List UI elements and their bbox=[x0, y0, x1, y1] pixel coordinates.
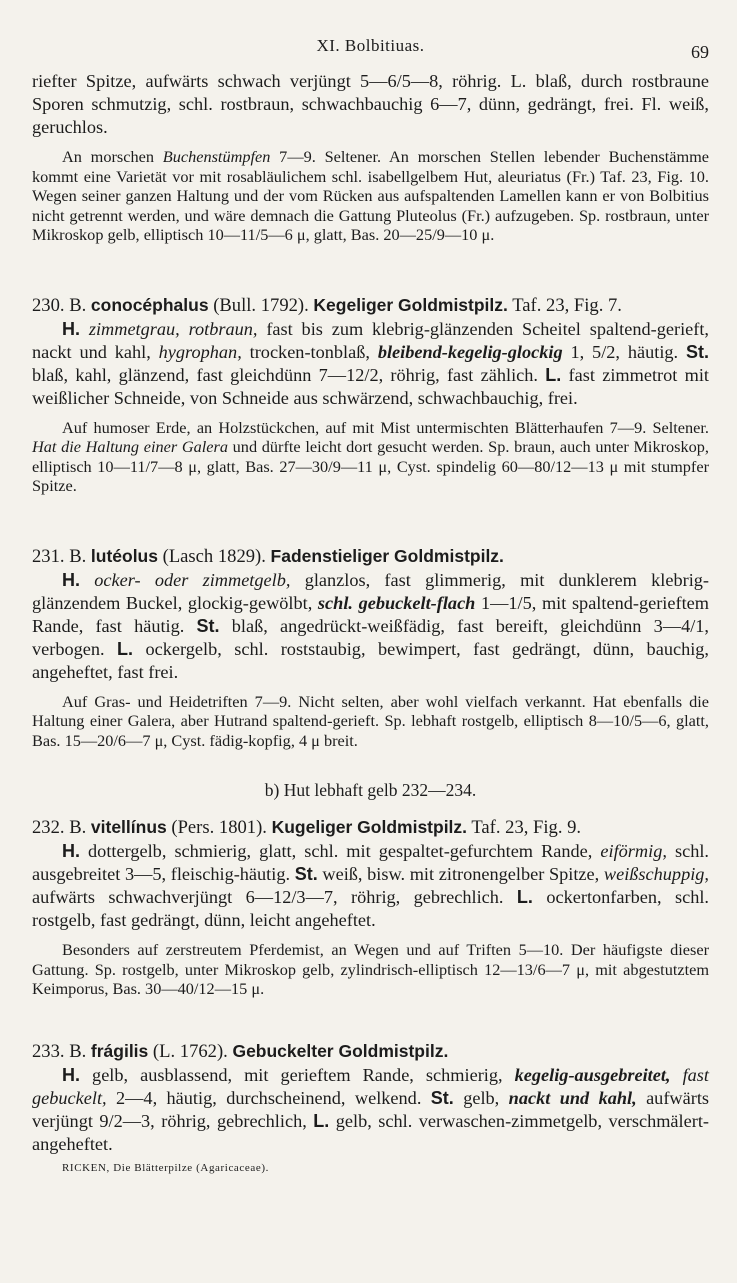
text-run: glanzlos, fast glimmerig, mit dunklerem klebrig-glänzendem Buckel, glockig-gewölbt, bbox=[32, 569, 709, 613]
text-run: 1, 5/2, häutig. bbox=[562, 341, 686, 362]
emphasis-text: bleibend-kegelig-glockig bbox=[377, 341, 563, 362]
species-description bbox=[32, 569, 709, 684]
section-subheading: b) Hut lebhaft gelb 232—234. bbox=[264, 780, 477, 800]
text-run: dottergelb, schmierig, glatt, schl. mit gespaltet-gefurchtem Rande, bbox=[80, 841, 601, 861]
text-run: ockertonfarben, schl. rostgelb, fast gedrängt, dünn, leicht angeheftet. bbox=[32, 887, 709, 930]
text-run: Auf humoser Erde, an Holzstückchen, auf mit Mist untermischten Blätterhaufen 7—9. Seltener. bbox=[62, 417, 709, 437]
field-marker: L. bbox=[516, 887, 533, 907]
italic-text: zimmetgrau, rotbraun, bbox=[88, 318, 258, 339]
species-note bbox=[32, 418, 709, 496]
italic-text: hygrophan, bbox=[158, 341, 242, 362]
text-run: blaß, kahl, glänzend, fast gleichdünn 7—12/2, röhrig, fast zählich. bbox=[32, 364, 546, 385]
field-marker: St. bbox=[430, 1087, 454, 1108]
text-run: Auf Gras- und Heidetriften 7—9. Nicht selten, aber wohl vielfach verkannt. Hat ebenfalls die Haltung einer Galera, aber Hutrand spaltend-gerieft. Sp. lebhaft rostgelb, elliptisch 8—10/5—6, glatt, Bas. 15—20/6—7 μ, Cyst. fädig-kopfig, 4 μ breit. bbox=[32, 691, 709, 750]
field-marker: St. bbox=[294, 864, 318, 884]
text-run: Besonders auf zerstreutem Pferdemist, an Wegen und auf Triften 5—10. Der häufigste dieser Gattung. Sp. rostgelb, unter Mikroskop gelb, zylindrisch-elliptisch 12—13/6—7 μ, mit abgestutztem Keimporus, Bas. 30—40/12—15 μ. bbox=[32, 940, 709, 998]
field-marker: H. bbox=[62, 318, 80, 339]
italic-text: fast gebuckelt, bbox=[32, 1064, 709, 1108]
intro-paragraph: riefter Spitze, aufwärts schwach verjüngt 5—6/5—8, röhrig. L. blaß, durch rostbraune Sporen schmutzig, schl. rostbraun, schwachbauchig 6—7, dünn, gedrängt, frei. Fl. weiß, geruchlos. bbox=[32, 71, 709, 137]
text-run: gelb, ausblassend, mit gerieftem Rande, schmierig, bbox=[80, 1064, 515, 1085]
species-description bbox=[32, 318, 709, 410]
emphasis-text: nackt und kahl, bbox=[508, 1087, 637, 1108]
italic-text: ocker- oder zimmetgelb, bbox=[94, 569, 291, 590]
text-run: 1—1/5, mit spaltend-gerieftem Rande, fast häutig. bbox=[32, 592, 709, 636]
text-run: aufwärts schwachverjüngt 6—12/3—7, röhrig, gebrechlich. bbox=[32, 887, 517, 907]
text-run: blaß, angedrückt-weißfädig, fast bereift, gleichdünn 3—4/1, verbogen. bbox=[32, 615, 709, 659]
text-run: ockergelb, schl. roststaubig, bewimpert, fast gedrängt, dünn, bauchig, angeheftet, fast frei. bbox=[32, 638, 709, 682]
chapter-title: XI. Bolbitiuas. bbox=[316, 36, 425, 55]
species-description bbox=[32, 840, 709, 932]
text-run: aufwärts verjüngt 9/2—3, röhrig, gebrechlich, bbox=[32, 1087, 710, 1131]
text-run: trocken-tonblaß, bbox=[241, 341, 378, 362]
species-heading: 231. B. lutéolus (Lasch 1829). Fadenstieliger Goldmistpilz. bbox=[32, 545, 504, 567]
emphasis-text: kegelig-ausgebreitet, bbox=[514, 1064, 671, 1085]
field-marker: L. bbox=[117, 638, 134, 659]
intro-note: An morschen Buchenstümpfen 7—9. Seltener. An morschen Stellen lebender Buchenstämme kommt eine Varietät vor mit rosabläulichem schl. isabellgelbem Hut, aleuriatus (Fr.) Taf. 23, Fig. 10. Wegen seiner ganzen Haltung und der vom Rücken aus aufspaltenden Lamellen kann er von Bolbitius nicht getrennt werden, und wäre demnach die Gattung Pluteolus (Fr.) aufzugeben. Sp. rostbraun, unter Mikroskop gelb, elliptisch 10—11/5—6 μ, glatt, Bas. 20—25/9—10 μ. bbox=[32, 147, 709, 244]
text-run bbox=[80, 570, 94, 590]
field-marker: L. bbox=[545, 364, 562, 385]
italic-text: eiförmig, bbox=[600, 841, 667, 861]
italic-text: Hat die Haltung einer Galera bbox=[32, 437, 228, 456]
field-marker: St. bbox=[685, 341, 709, 362]
footer-signature: RICKEN, Die Blätterpilze (Agaricaceae). bbox=[62, 1161, 269, 1174]
text-run bbox=[80, 319, 89, 339]
field-marker: H. bbox=[62, 841, 80, 861]
species-heading: 232. B. vitellínus (Pers. 1801). Kugeliger Goldmistpilz. Taf. 23, Fig. 9. bbox=[32, 817, 582, 838]
species-entry-232 bbox=[32, 815, 709, 999]
text-run: schl. ausgebreitet 3—5, fleischig-häutig. bbox=[32, 841, 709, 884]
text-run: gelb, schl. verwaschen-zimmetgelb, verschmälert-angeheftet. bbox=[32, 1110, 709, 1154]
text-run: gelb, bbox=[453, 1087, 509, 1108]
text-run: und dürfte leicht dort gesucht werden. Sp. braun, auch unter Mikroskop, elliptisch 10—11/7—8 μ, glatt, Bas. 27—30/9—11 μ, Cyst. spindelig 60—80/12—13 μ mit stumpfer Spitze. bbox=[32, 437, 709, 495]
field-marker: L. bbox=[313, 1110, 330, 1131]
field-marker: H. bbox=[62, 569, 80, 590]
text-run: 2—4, häutig, durchscheinend, welkend. bbox=[106, 1087, 431, 1108]
running-head bbox=[32, 30, 709, 60]
text-run bbox=[671, 1065, 683, 1085]
text-run: fast bis zum klebrig-glänzenden Scheitel spaltend-gerieft, nackt und kahl, bbox=[32, 318, 709, 362]
species-entry-230 bbox=[32, 293, 709, 496]
italic-text: weißschuppig, bbox=[603, 864, 709, 884]
species-note bbox=[32, 692, 709, 751]
species-note bbox=[32, 940, 709, 999]
species-entry-233 bbox=[32, 1039, 709, 1156]
species-entry-231 bbox=[32, 544, 709, 751]
species-heading: 230. B. conocéphalus (Bull. 1792). Kegeliger Goldmistpilz. Taf. 23, Fig. 7. bbox=[32, 294, 622, 316]
text-run: fast zimmetrot mit weißlicher Schneide, von Schneide aus schwärzend, schwachbauchig, frei. bbox=[32, 364, 710, 408]
page-number: 69 bbox=[691, 42, 709, 62]
text-run: weiß, bisw. mit zitronengelber Spitze, bbox=[317, 864, 604, 884]
emphasis-text: schl. gebuckelt-flach bbox=[317, 592, 476, 613]
field-marker: St. bbox=[196, 615, 220, 636]
species-heading: 233. B. frágilis (L. 1762). Gebuckelter Goldmistpilz. bbox=[32, 1040, 449, 1062]
field-marker: H. bbox=[62, 1064, 80, 1085]
species-description bbox=[32, 1064, 709, 1156]
